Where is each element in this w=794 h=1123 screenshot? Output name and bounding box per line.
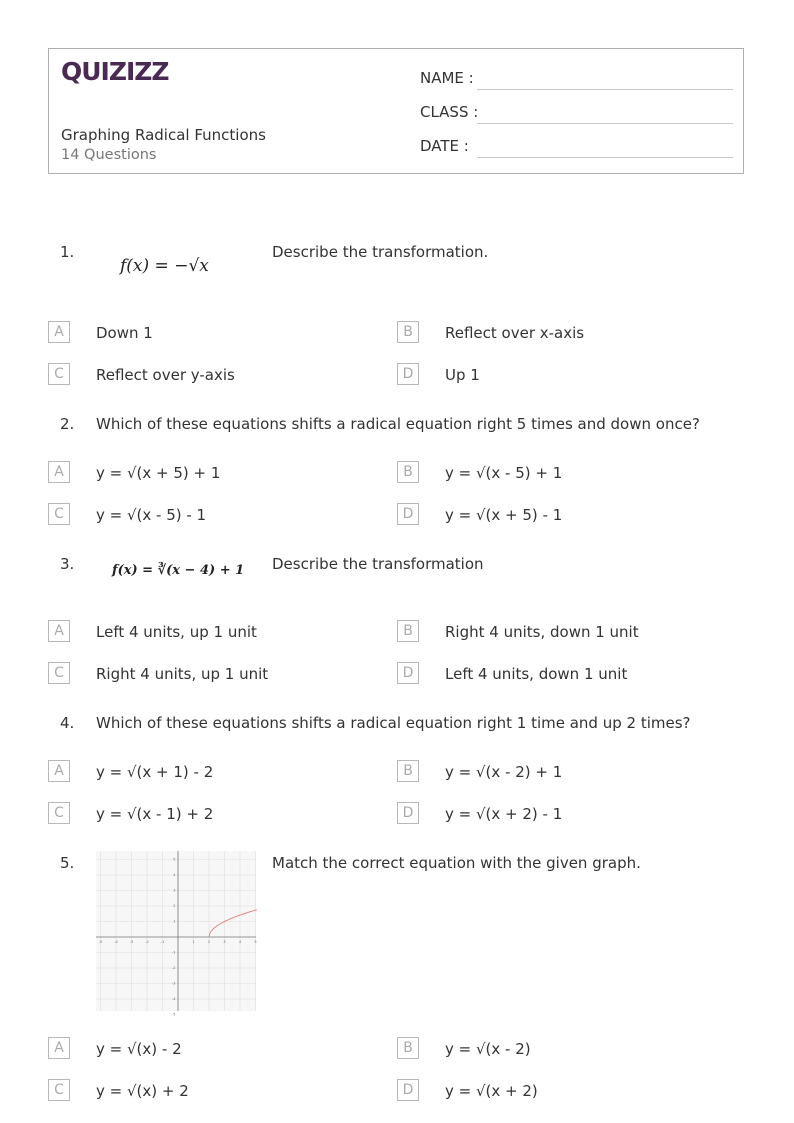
option-letter[interactable]: B xyxy=(397,620,419,642)
option-text[interactable]: y = √(x + 5) + 1 xyxy=(96,464,221,482)
y-tick-label: 2 xyxy=(173,904,176,909)
question-5-number: 5. xyxy=(60,854,75,872)
option-letter[interactable]: D xyxy=(397,503,419,525)
option-letter[interactable]: C xyxy=(48,662,70,684)
class-field-line[interactable] xyxy=(477,123,733,124)
question-5-text: Match the correct equation with the given graph. xyxy=(272,854,641,872)
option-text[interactable]: y = √(x - 1) + 2 xyxy=(96,805,214,823)
question-3-text: Describe the transformation xyxy=(272,555,484,573)
x-tick-label: 2 xyxy=(207,940,211,944)
y-tick-label: -5 xyxy=(172,1012,176,1017)
question-2-number: 2. xyxy=(60,415,75,433)
y-tick-label: -1 xyxy=(172,950,176,955)
option-text[interactable]: Down 1 xyxy=(96,324,153,342)
quizizz-logo: QUIZIZZ xyxy=(61,57,169,86)
option-text[interactable]: Up 1 xyxy=(445,366,480,384)
date-label: DATE : xyxy=(420,137,469,155)
option-letter[interactable]: A xyxy=(48,620,70,642)
y-tick-label: 3 xyxy=(173,888,176,893)
question-3-math: f(x) = ∛(x − 4) + 1 xyxy=(112,563,245,578)
worksheet-title: Graphing Radical Functions xyxy=(61,126,266,144)
question-1-math: f(x) = −√x xyxy=(120,256,209,276)
option-text[interactable]: y = √(x - 5) + 1 xyxy=(445,464,563,482)
x-tick-label: 1 xyxy=(192,940,195,944)
name-field-line[interactable] xyxy=(477,89,733,90)
class-label: CLASS : xyxy=(420,103,479,121)
name-label: NAME : xyxy=(420,69,474,87)
option-text[interactable]: y = √(x + 2) - 1 xyxy=(445,805,563,823)
y-tick-label: 5 xyxy=(173,857,176,862)
date-field-line[interactable] xyxy=(477,157,733,158)
option-letter[interactable]: B xyxy=(397,321,419,343)
y-tick-label: -2 xyxy=(172,966,176,971)
option-letter[interactable]: D xyxy=(397,662,419,684)
option-letter[interactable]: A xyxy=(48,1037,70,1059)
option-text[interactable]: Right 4 units, down 1 unit xyxy=(445,623,639,641)
option-text[interactable]: Reflect over x-axis xyxy=(445,324,585,342)
option-text[interactable]: Left 4 units, down 1 unit xyxy=(445,665,628,683)
x-tick-label: 4 xyxy=(238,940,242,944)
option-letter[interactable]: C xyxy=(48,802,70,824)
x-tick-label: -4 xyxy=(114,940,118,944)
option-text[interactable]: y = √(x) - 2 xyxy=(96,1040,182,1058)
question-count: 14 Questions xyxy=(61,147,157,163)
option-text[interactable]: y = √(x - 2) xyxy=(445,1040,531,1058)
x-tick-label: -3 xyxy=(129,940,134,944)
question-4-number: 4. xyxy=(60,714,75,732)
option-letter[interactable]: D xyxy=(397,802,419,824)
option-text[interactable]: y = √(x) + 2 xyxy=(96,1082,189,1100)
option-letter[interactable]: D xyxy=(397,363,419,385)
option-letter[interactable]: C xyxy=(48,1079,70,1101)
question-1-text: Describe the transformation. xyxy=(272,243,489,261)
option-text[interactable]: y = √(x - 2) + 1 xyxy=(445,763,563,781)
x-tick-label: -2 xyxy=(145,940,149,944)
option-text[interactable]: y = √(x + 2) xyxy=(445,1082,538,1100)
y-tick-label: -4 xyxy=(172,997,176,1002)
y-tick-label: -3 xyxy=(172,981,176,986)
option-text[interactable]: y = √(x + 1) - 2 xyxy=(96,763,214,781)
option-letter[interactable]: D xyxy=(397,1079,419,1101)
option-letter[interactable]: B xyxy=(397,461,419,483)
question-4-text: Which of these equations shifts a radical equation right 1 time and up 2 times? xyxy=(96,714,691,732)
x-tick-label: 3 xyxy=(223,940,226,944)
question-3-number: 3. xyxy=(60,555,75,573)
option-text[interactable]: Left 4 units, up 1 unit xyxy=(96,623,257,641)
worksheet-header xyxy=(48,48,744,174)
option-text[interactable]: Right 4 units, up 1 unit xyxy=(96,665,269,683)
x-tick-label: 5 xyxy=(254,940,257,944)
y-tick-label: 4 xyxy=(173,873,176,878)
option-letter[interactable]: B xyxy=(397,1037,419,1059)
option-letter[interactable]: A xyxy=(48,321,70,343)
x-tick-label: -1 xyxy=(160,940,165,944)
question-2-text: Which of these equations shifts a radical equation right 5 times and down once? xyxy=(96,415,700,433)
question-1-number: 1. xyxy=(60,243,75,261)
option-letter[interactable]: C xyxy=(48,503,70,525)
option-text[interactable]: Reflect over y-axis xyxy=(96,366,235,384)
y-tick-label: 1 xyxy=(173,919,176,924)
radical-function-graph xyxy=(96,851,257,1017)
option-letter[interactable]: C xyxy=(48,363,70,385)
x-tick-label: -5 xyxy=(98,940,103,944)
option-text[interactable]: y = √(x - 5) - 1 xyxy=(96,506,207,524)
option-letter[interactable]: A xyxy=(48,461,70,483)
option-letter[interactable]: A xyxy=(48,760,70,782)
option-text[interactable]: y = √(x + 5) - 1 xyxy=(445,506,563,524)
option-letter[interactable]: B xyxy=(397,760,419,782)
